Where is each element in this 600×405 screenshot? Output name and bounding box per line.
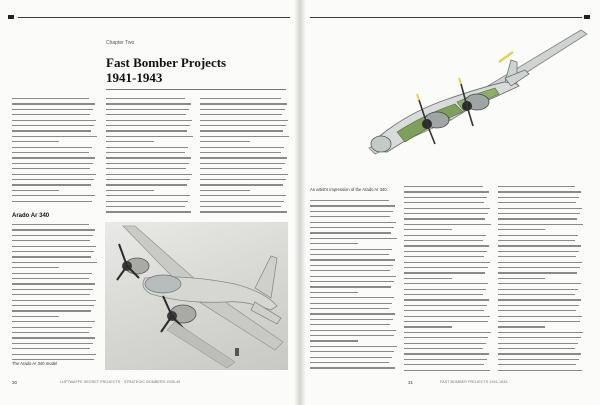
text-line [310,232,391,233]
text-line [404,229,452,230]
text-line [12,235,93,236]
text-line [200,147,284,148]
text-line [310,297,394,298]
text-line [200,174,288,175]
text-line [200,184,283,185]
text-line [498,299,581,300]
text-line [404,262,490,263]
text-line [106,109,189,110]
text-line [106,163,189,164]
text-line [498,332,583,333]
top-marker-right [584,15,590,19]
text-line [498,272,577,273]
text-line [106,125,190,126]
text-line [106,179,190,180]
text-line [404,370,490,371]
text-line [106,195,190,196]
text-line [12,348,90,349]
text-line [310,281,394,282]
text-line [498,235,578,236]
text-line [12,246,96,247]
text-line [404,364,484,365]
text-line [310,303,392,304]
text-line [310,308,389,309]
text-line [106,120,192,121]
text-line [498,218,577,219]
text-line [310,222,396,223]
text-line [404,218,485,219]
text-line [200,206,281,207]
top-rule-left [18,17,290,18]
aircraft-render-drawing [335,22,590,192]
text-line [106,147,188,148]
text-line [404,332,491,333]
text-line [498,321,580,322]
text-line [404,348,483,349]
text-line [200,152,281,153]
text-line [200,168,282,169]
text-line [106,152,185,153]
text-line [498,343,578,344]
text-line [498,289,578,290]
text-line [404,213,488,214]
text-line [310,292,358,293]
text-line [498,267,580,268]
title-rule [106,89,286,90]
text-line [106,211,191,212]
text-line [12,174,96,175]
text-line [12,130,91,131]
text-line [12,283,95,284]
text-line [404,202,484,203]
text-line [310,205,395,206]
text-line [200,120,288,121]
text-line [12,321,95,322]
text-line [12,256,91,257]
text-line [498,326,545,327]
text-line [404,316,490,317]
text-line [404,245,489,246]
text-line [404,224,491,225]
aircraft-render [335,22,590,192]
text-line [404,289,486,290]
text-line [310,259,395,260]
text-line [404,353,489,354]
text-line [12,240,90,241]
chapter-title-line-1: Fast Bomber Projects [106,55,227,70]
chapter-title-line-2: 1941-1943 [106,70,163,85]
text-line [106,103,191,104]
text-line [310,227,394,228]
text-line [12,332,89,333]
text-line [404,294,483,295]
text-line [404,359,487,360]
text-line [310,340,358,341]
text-line [310,200,389,201]
text-line [498,208,582,209]
text-line [310,265,393,266]
photo-caption: The Arado Ar 340 model [12,361,58,366]
aircraft-photo-drawing [105,222,288,370]
text-line [498,256,576,257]
top-marker-left [8,15,14,19]
text-line [200,125,286,126]
text-line [200,98,281,99]
text-line [310,346,397,347]
text-line [106,98,185,99]
text-line [310,367,395,368]
text-line [12,354,96,355]
text-line [12,114,90,115]
text-line [310,313,395,314]
text-line [310,211,393,212]
chapter-title [106,55,256,85]
text-line [12,343,93,344]
text-line [404,235,486,236]
text-line [404,197,487,198]
text-line [200,114,282,115]
text-line [12,141,59,142]
text-line [106,201,188,202]
text-line [200,190,250,191]
text-line [12,136,97,137]
text-line [404,326,452,327]
text-line [310,351,394,352]
text-line [200,141,250,142]
text-line [404,256,484,257]
text-line [200,163,285,164]
text-line [106,141,154,142]
text-line [200,157,287,158]
text-line [404,343,486,344]
text-line [404,299,489,300]
text-line [310,330,396,331]
text-line [200,179,286,180]
text-line [498,213,580,214]
render-caption: An artist's impression of the Arado Ar 340. [310,187,388,192]
text-line [310,276,396,277]
text-line [404,283,488,284]
text-line [498,353,581,354]
text-line [12,251,94,252]
text-line [106,136,193,137]
text-line [200,195,286,196]
text-line [498,229,545,230]
footer-left: LUFTWAFFE SECRET PROJECTS · STRATEGIC BOMBERS 1935-45 [60,380,181,384]
text-line [200,201,284,202]
text-line [310,216,390,217]
text-line [310,324,390,325]
text-line [12,179,94,180]
text-line [498,364,576,365]
text-line [200,130,283,131]
text-line [498,310,576,311]
text-line [404,337,488,338]
text-line [498,262,582,263]
text-line [404,278,452,279]
text-line [404,208,490,209]
footer-right: FAST BOMBER PROJECTS 1941-1943 [440,380,508,384]
text-line [12,120,96,121]
text-line [12,190,59,191]
text-line [310,270,390,271]
text-line [498,337,581,338]
section-label: Chapter Two [106,40,135,46]
text-line [12,103,95,104]
text-line [106,114,186,115]
text-line [498,251,579,252]
text-line [310,362,389,363]
text-line [12,289,93,290]
text-line [12,201,92,202]
right-folio: 31 [408,380,414,385]
text-line [106,168,186,169]
text-line [12,310,91,311]
text-line [12,163,93,164]
text-line [12,195,95,196]
text-line [12,109,93,110]
text-line [200,109,285,110]
text-line [12,278,89,279]
page-gutter [294,0,306,405]
text-line [106,157,191,158]
text-line [310,249,392,250]
text-line [310,335,394,336]
text-line [498,348,575,349]
text-line [498,359,579,360]
text-line [498,370,582,371]
text-line [12,337,95,338]
subheading: Arado Ar 340 [12,213,50,219]
text-line [106,184,187,185]
text-line [310,238,397,239]
text-line [498,278,545,279]
text-line [310,254,389,255]
text-line [498,240,575,241]
text-line [310,319,393,320]
text-line [106,130,187,131]
text-line [200,136,289,137]
text-line [310,357,392,358]
text-line [404,310,484,311]
top-rule-right [310,17,582,18]
text-line [12,224,89,225]
text-line [106,190,154,191]
text-line [498,294,575,295]
text-line [404,305,487,306]
text-line [12,327,92,328]
text-line [498,197,579,198]
text-line [498,283,581,284]
text-line [12,305,94,306]
text-line [12,316,59,317]
text-line [12,184,91,185]
text-line [12,262,97,263]
left-folio: 30 [12,380,18,385]
text-line [200,103,287,104]
text-line [498,224,583,225]
aircraft-photo [105,222,288,370]
text-line [12,98,89,99]
text-line [310,286,391,287]
text-line [12,125,94,126]
text-line [106,206,185,207]
text-line [498,305,579,306]
text-line [404,321,488,322]
text-line [106,174,192,175]
text-line [200,211,287,212]
text-line [12,152,89,153]
text-line [498,245,581,246]
text-line [12,294,90,295]
text-line [12,168,90,169]
text-line [310,243,358,244]
text-line [404,272,485,273]
text-line [404,267,488,268]
text-line [404,251,487,252]
text-line [12,157,95,158]
text-line [498,316,582,317]
text-line [498,202,576,203]
text-line [404,240,483,241]
text-line [12,147,92,148]
text-line [12,300,96,301]
text-line [12,229,95,230]
text-line [12,273,92,274]
text-line [12,267,59,268]
